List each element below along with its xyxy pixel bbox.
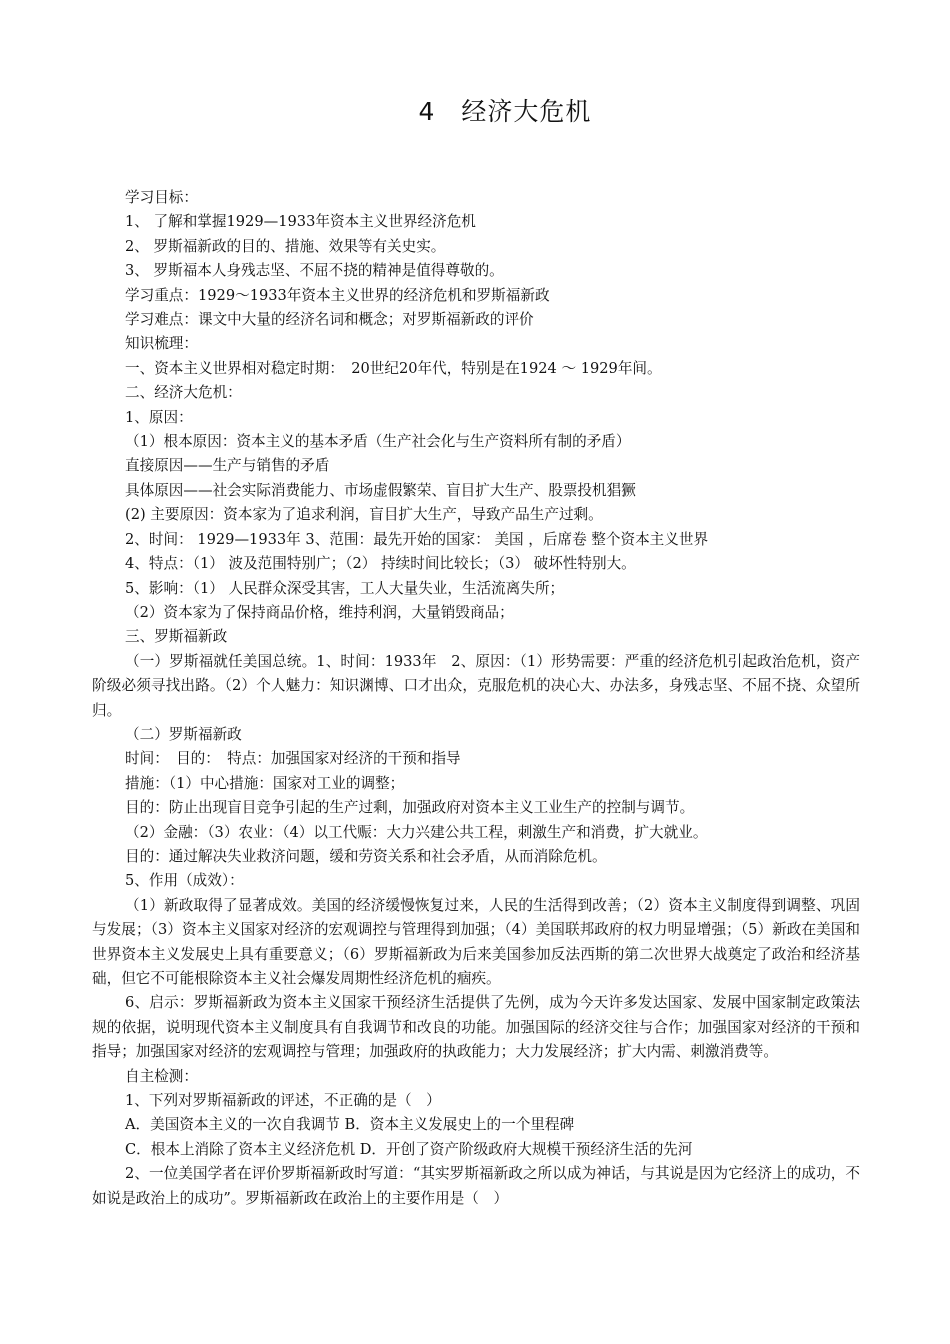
text-line: 学习难点：课文中大量的经济名词和概念；对罗斯福新政的评价 bbox=[125, 311, 534, 329]
paragraph: （一）罗斯福就任美国总统。1、时间：1933年 2、原因：（1）形势需要：严重的经济危机引起政治危机，资产阶级必须寻找出路。（2）个人魅力：知识渊博、口才出众，克服危机的决心大、办法多，身残志坚、不屈不挠、众望所归。 bbox=[92, 652, 860, 719]
text-line: 一、资本主义世界相对稳定时期： 20世纪20年代，特别是在1924 ～ 1929年间。 bbox=[125, 359, 662, 377]
document-body bbox=[92, 186, 860, 1211]
text-line: （二）罗斯福新政 bbox=[125, 725, 242, 743]
text-line: 三、罗斯福新政 bbox=[125, 628, 228, 646]
text-line: 目的：防止出现盲目竞争引起的生产过剩，加强政府对资本主义工业生产的控制与调节。 bbox=[125, 799, 695, 817]
text-line: 1、 了解和掌握1929—1933年资本主义世界经济危机 bbox=[125, 213, 476, 231]
text-line: （2）资本家为了保持商品价格，维持利润，大量销毁商品； bbox=[125, 603, 514, 621]
text-line: 学习重点：1929～1933年资本主义世界的经济危机和罗斯福新政 bbox=[125, 286, 550, 304]
text-line: 4、特点：（1） 波及范围特别广；（2） 持续时间比较长；（3） 破坏性特别大。 bbox=[125, 555, 636, 573]
text-line: 时间： 目的： 特点：加强国家对经济的干预和指导 bbox=[125, 750, 461, 768]
text-line: 二、经济大危机： bbox=[125, 384, 242, 402]
text-line: 自主检测： bbox=[125, 1067, 198, 1085]
text-line: 5、影响：（1） 人民群众深受其害，工人大量失业，生活流离失所； bbox=[125, 579, 565, 597]
question-option: A．美国资本主义的一次自我调节 B．资本主义发展史上的一个里程碑 bbox=[125, 1116, 575, 1134]
text-line: 学习目标： bbox=[125, 189, 198, 206]
text-line: 3、 罗斯福本人身残志坚、不屈不挠的精神是值得尊敬的。 bbox=[125, 262, 504, 280]
text-line: 目的：通过解决失业救济问题，缓和劳资关系和社会矛盾，从而消除危机。 bbox=[125, 847, 607, 865]
paragraph: 6、启示：罗斯福新政为资本主义国家干预经济生活提供了先例，成为今天许多发达国家、发展中国家制定政策法规的依据，说明现代资本主义制度具有自我调节和改良的功能。加强国际的经济交往与合作；加强国家对经济的干预和指导；加强国家对经济的宏观调控与管理；加强政府的执政能力；大力发展经济；扩大内需、刺激消费等。 bbox=[92, 994, 860, 1061]
question-option: C．根本上消除了资本主义经济危机 D．开创了资产阶级政府大规模干预经济生活的先河 bbox=[125, 1140, 693, 1158]
text-line: 直接原因——生产与销售的矛盾 bbox=[125, 457, 330, 475]
text-line: 1、原因： bbox=[125, 408, 193, 426]
paragraph: （1）新政取得了显著成效。美国的经济缓慢恢复过来，人民的生活得到改善；（2）资本主义制度得到调整、巩固与发展；（3）资本主义国家对经济的宏观调控与管理得到加强；（4）美国联邦政府的权力明显增强；（5）新政在美国和世界资本主义发展史上具有重要意义；（6）罗斯福新政为后来美国参加反法西斯的第二次世界大战奠定了政治和经济基础，但它不可能根除资本主义社会爆发周期性经济危机的痼疾。 bbox=[92, 896, 860, 987]
text-line: 5、作用（成效）： bbox=[125, 872, 244, 890]
text-line: (2) 主要原因：资本家为了追求利润，盲目扩大生产，导致产品生产过剩。 bbox=[125, 506, 603, 524]
question-stem: 1、下列对罗斯福新政的评述，不正确的是（ ） bbox=[125, 1092, 441, 1110]
text-line: 具体原因——社会实际消费能力、市场虚假繁荣、盲目扩大生产、股票投机猖獗 bbox=[125, 481, 636, 499]
page-title: 4 经济大危机 bbox=[418, 97, 592, 126]
text-line: 措施：（1）中心措施：国家对工业的调整； bbox=[125, 774, 405, 792]
text-line: 知识梳理： bbox=[125, 335, 198, 353]
question-stem: 2、一位美国学者在评价罗斯福新政时写道：“其实罗斯福新政之所以成为神话，与其说是因为它经济上的成功，不如说是政治上的成功”。罗斯福新政在政治上的主要作用是（ ） bbox=[92, 1165, 860, 1207]
text-line: （1）根本原因：资本主义的基本矛盾（生产社会化与生产资料所有制的矛盾） bbox=[125, 433, 631, 451]
text-line: 2、时间： 1929—1933年 3、范围：最先开始的国家： 美国 ，后席卷 整个资本主义世界 bbox=[125, 530, 709, 548]
text-line: （2）金融：（3）农业：（4）以工代赈：大力兴建公共工程，刺激生产和消费，扩大就业。 bbox=[125, 823, 708, 841]
text-line: 2、 罗斯福新政的目的、措施、效果等有关史实。 bbox=[125, 237, 446, 255]
